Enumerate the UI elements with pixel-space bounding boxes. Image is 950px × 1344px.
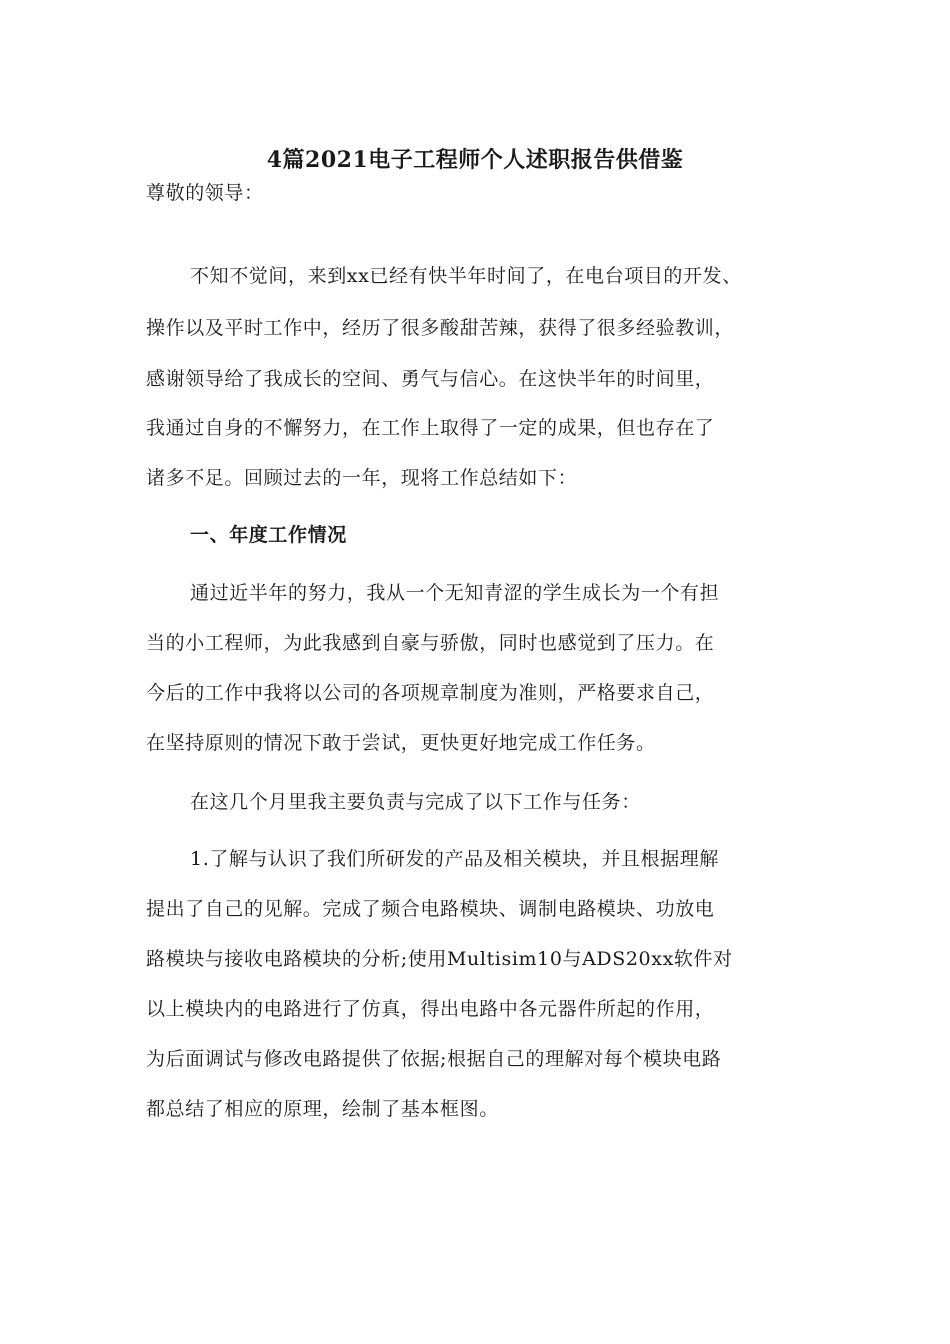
paragraph-line: 当的小工程师，为此我感到自豪与骄傲，同时也感觉到了压力。在	[146, 632, 715, 654]
list-item-line: 1.了解与认识了我们所研发的产品及相关模块，并且根据理解	[190, 848, 719, 870]
paragraph-line: 为后面调试与修改电路提供了依据;根据自己的理解对每个模块电路	[146, 1048, 722, 1070]
paragraph-line: 感谢领导给了我成长的空间、勇气与信心。在这快半年的时间里，	[146, 368, 715, 390]
paragraph-line: 操作以及平时工作中，经历了很多酸甜苦辣，获得了很多经验教训，	[146, 317, 735, 339]
paragraph-line: 今后的工作中我将以公司的各项规章制度为准则，严格要求自己，	[146, 682, 715, 704]
section-heading: 一、年度工作情况	[190, 524, 347, 546]
paragraph-line: 我通过自身的不懈努力，在工作上取得了一定的成果，但也存在了	[146, 417, 715, 439]
paragraph-line: 通过近半年的努力，我从一个无知青涩的学生成长为一个有担	[190, 582, 720, 604]
paragraph-line: 在这几个月里我主要负责与完成了以下工作与任务：	[190, 791, 641, 813]
paragraph-line: 诸多不足。回顾过去的一年，现将工作总结如下：	[146, 467, 578, 489]
paragraph-line: 路模块与接收电路模块的分析;使用Multisim10与ADS20xx软件对	[146, 948, 733, 970]
paragraph-line: 以上模块内的电路进行了仿真，得出电路中各元器件所起的作用，	[146, 998, 715, 1020]
salutation: 尊敬的领导：	[146, 182, 264, 204]
paragraph-line: 提出了自己的见解。完成了频合电路模块、调制电路模块、功放电	[146, 898, 715, 920]
paragraph-line: 在坚持原则的情况下敢于尝试，更快更好地完成工作任务。	[146, 732, 656, 754]
paragraph-line: 不知不觉间，来到xx已经有快半年时间了，在电台项目的开发、	[190, 265, 742, 287]
document-title: 4篇2021电子工程师个人述职报告供借鉴	[266, 147, 684, 173]
paragraph-line: 都总结了相应的原理，绘制了基本框图。	[146, 1098, 499, 1120]
